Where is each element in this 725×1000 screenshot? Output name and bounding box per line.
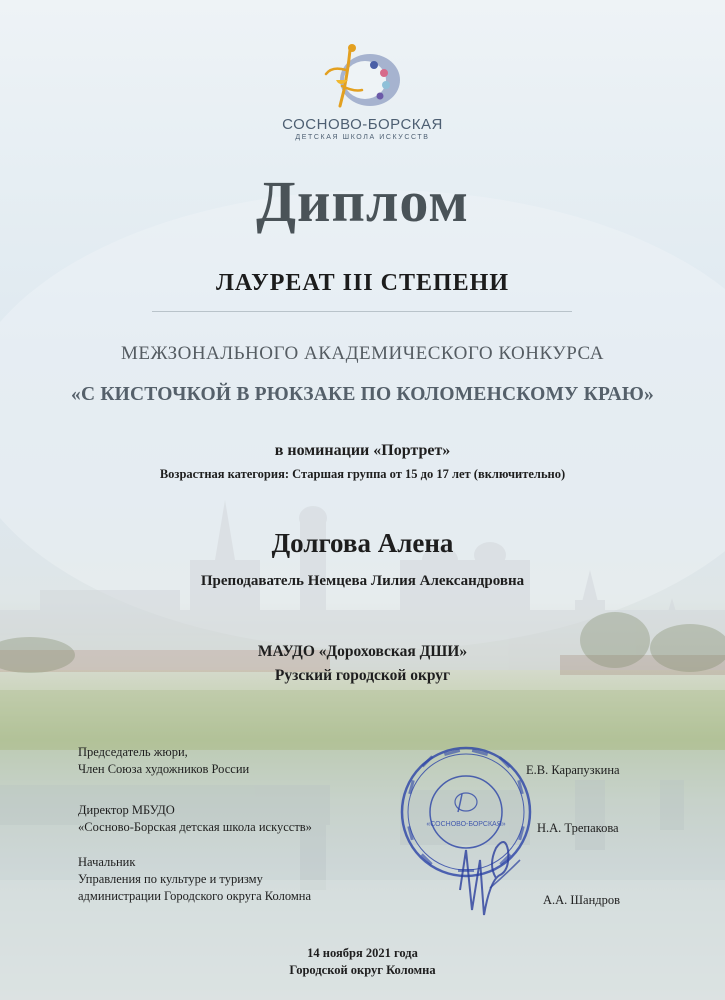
signature-title-line: Директор МБУДО	[78, 803, 175, 817]
age-category: Возрастная категория: Старшая группа от 15 до 17 лет (включительно)	[159, 467, 566, 481]
signature-block-jury-chair	[78, 744, 249, 778]
contest-type: МЕЖЗОНАЛЬНОГО АКАДЕМИЧЕСКОГО КОНКУРСА	[121, 343, 604, 364]
handwritten-signature-icon	[430, 820, 540, 930]
signature-title-line: администрации Городского округа Коломна	[78, 889, 312, 903]
signature-title-line: Член Союза художников России	[78, 762, 250, 776]
laureate-degree: ЛАУРЕАТ III СТЕПЕНИ	[216, 270, 509, 296]
logo-school-subtitle: ДЕТСКАЯ ШКОЛА ИСКУССТВ	[295, 134, 430, 141]
recipient-name: Долгова Алена	[271, 528, 454, 558]
signature-block-culture-head	[78, 854, 311, 905]
issue-city: Городской округ Коломна	[289, 963, 436, 977]
teacher-name: Преподаватель Немцева Лилия Александровна	[200, 573, 525, 589]
nomination: в номинации «Портрет»	[274, 442, 451, 459]
signature-title-line: Председатель жюри,	[78, 745, 188, 759]
school-district: Рузский городской округ	[274, 667, 451, 684]
issue-date: 14 ноября 2021 года	[307, 946, 418, 960]
signature-name-director: Н.А. Трепакова	[537, 821, 619, 835]
school-name: МАУДО «Дороховская ДШИ»	[257, 643, 468, 660]
signature-name-jury-chair: Е.В. Карапузкина	[526, 763, 620, 777]
contest-name: «С КИСТОЧКОЙ В РЮКЗАКЕ ПО КОЛОМЕНСКОМУ КРАЮ»	[71, 384, 654, 405]
signature-title-line: Начальник	[78, 855, 136, 869]
stamp-center-text: «СОСНОВО-БОРСКАЯ»	[426, 821, 506, 828]
ballerina-palette-logo-icon	[318, 40, 408, 114]
logo-school-name: СОСНОВО-БОРСКАЯ	[282, 116, 443, 133]
signature-name-culture-head: А.А. Шандров	[543, 893, 621, 907]
signature-block-director	[78, 802, 312, 836]
diploma-title: Диплом	[256, 169, 469, 234]
signature-title-line: «Сосново-Борская детская школа искусств»	[78, 820, 312, 834]
divider	[152, 311, 572, 312]
signature-title-line: Управления по культуре и туризму	[78, 872, 263, 886]
